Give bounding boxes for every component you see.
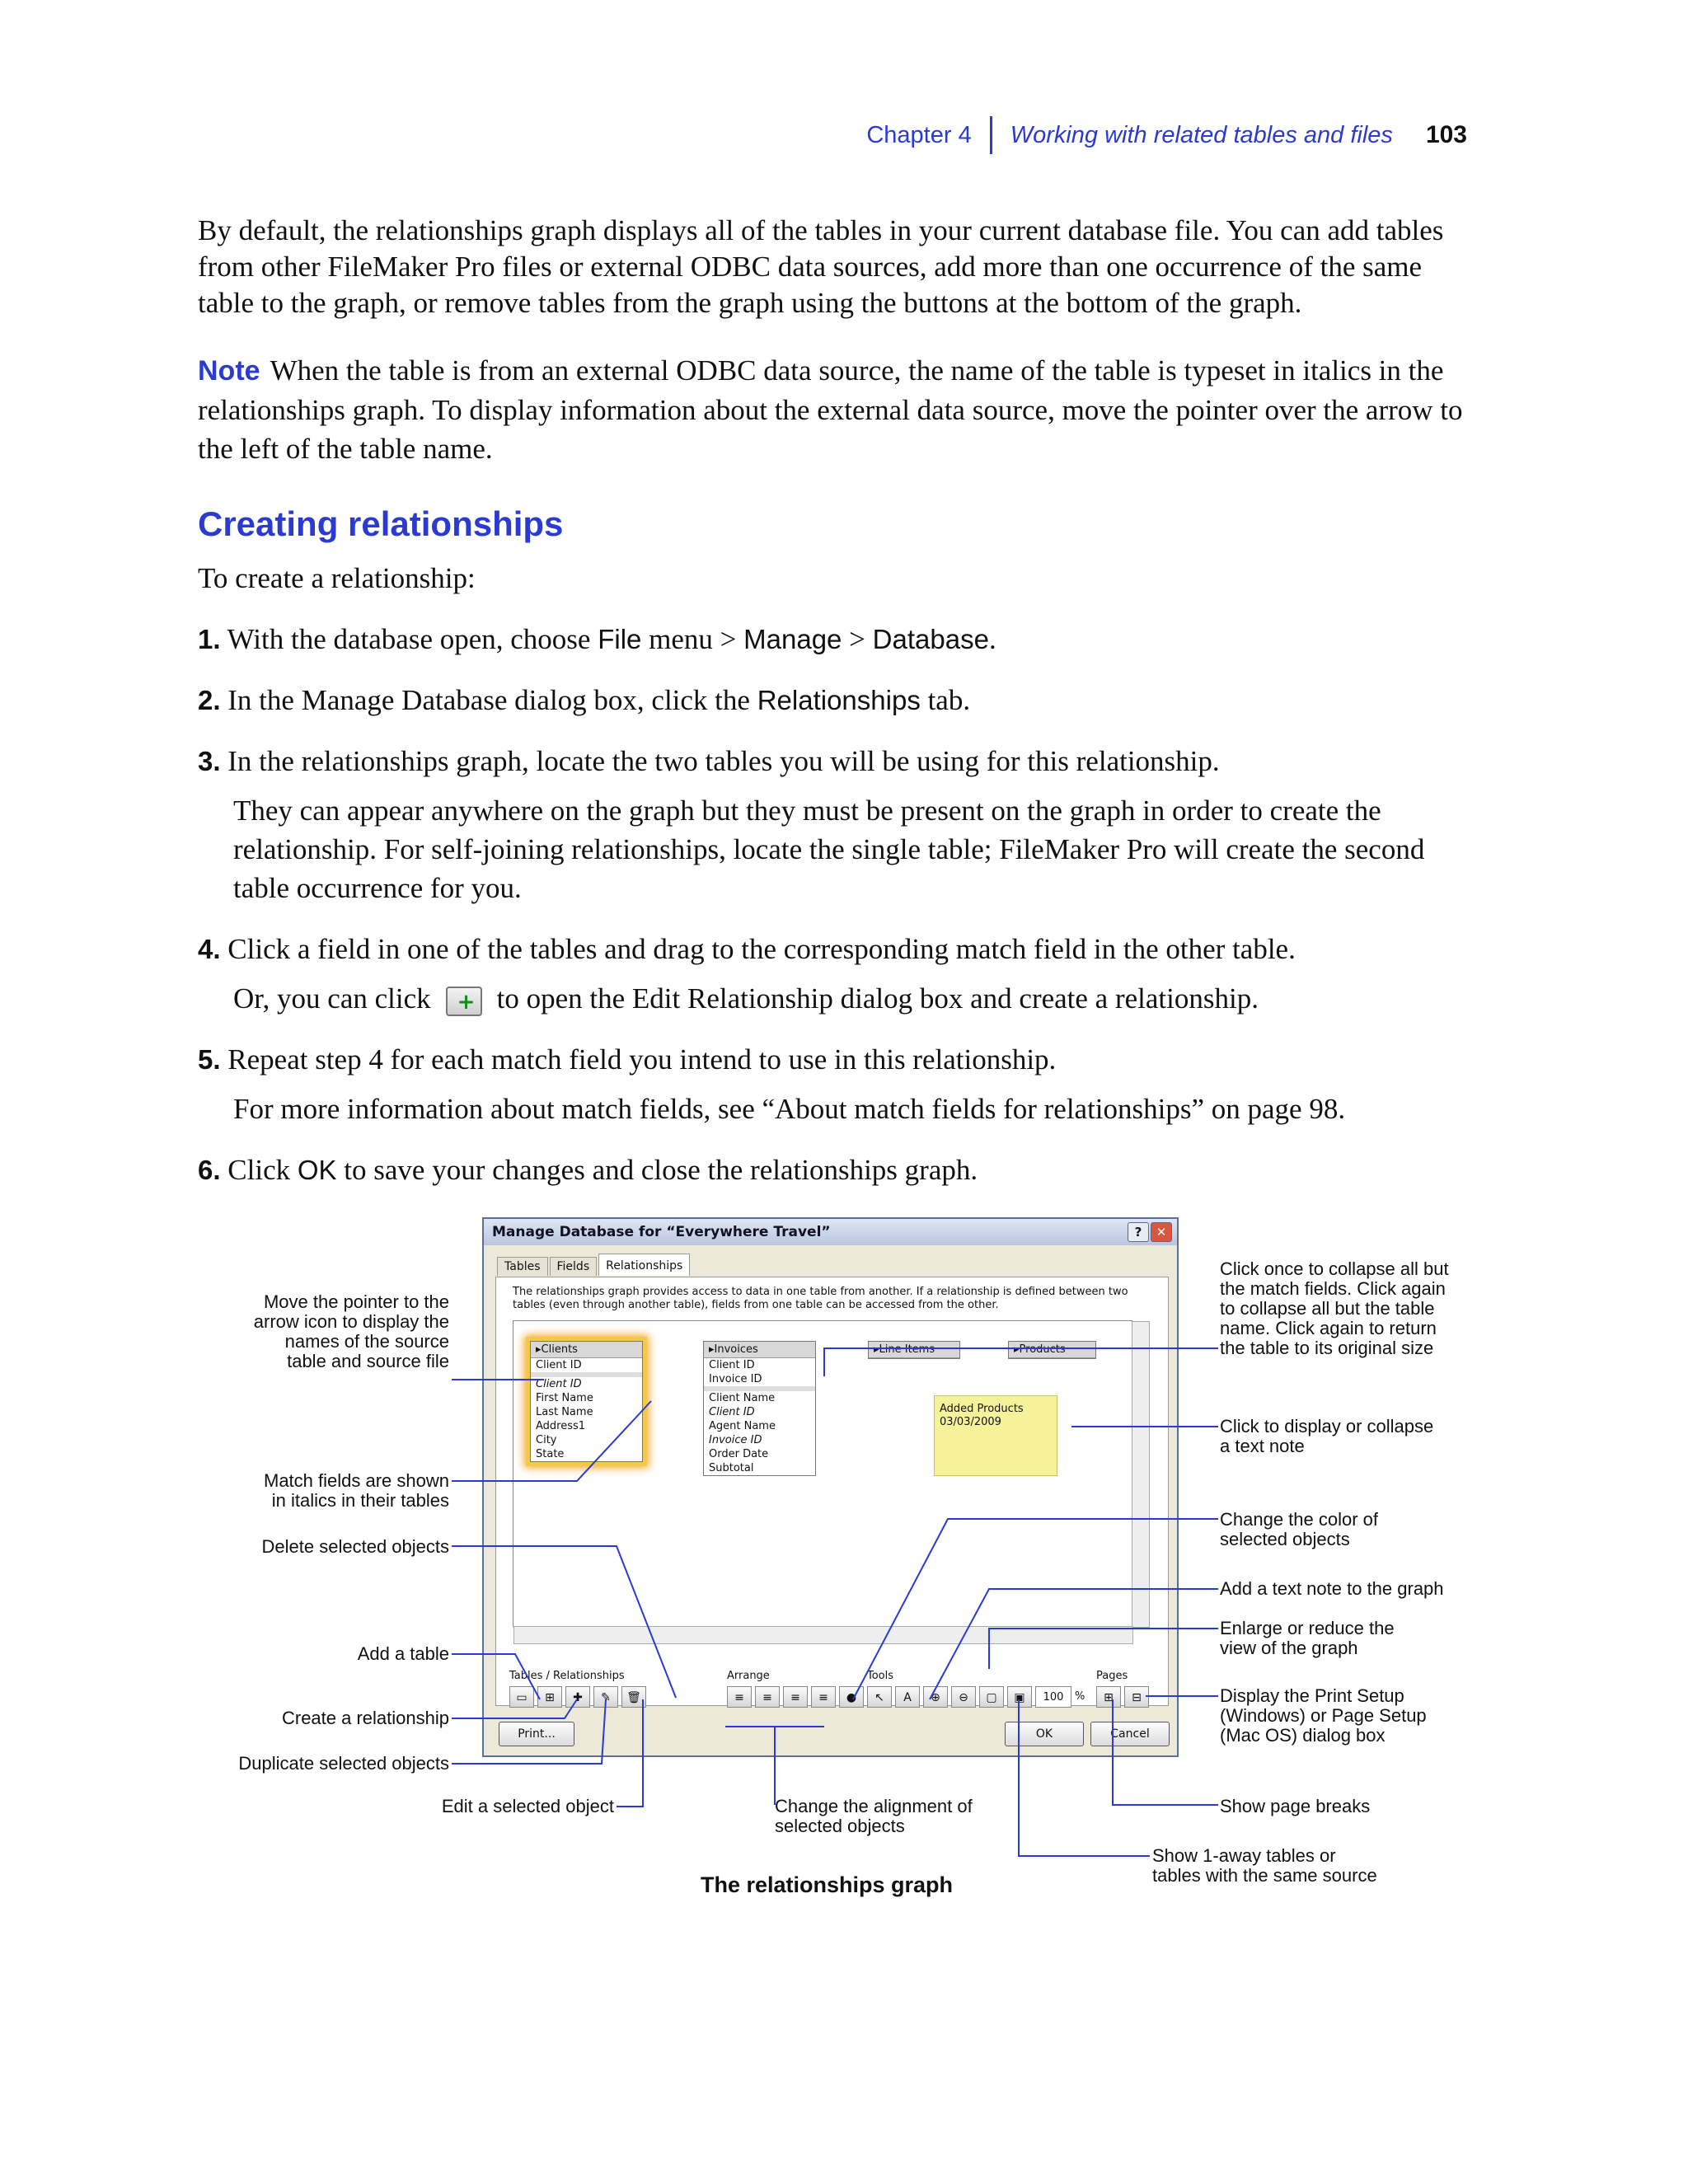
edit-button[interactable]: ✎: [593, 1686, 618, 1708]
step-text: In the relationships graph, locate the two tables you will be using for this relationship.: [227, 745, 1220, 777]
step-text: With the database open, choose: [227, 623, 598, 655]
zoom-out-icon[interactable]: ⊖: [951, 1686, 976, 1708]
table-field[interactable]: Last Name: [531, 1405, 642, 1419]
zoom-field[interactable]: 100: [1035, 1686, 1071, 1708]
add-table-button[interactable]: ▭: [509, 1686, 534, 1708]
step-5-detail: For more information about match fields, see “About match fields for relationships” on page 98.: [233, 1093, 1346, 1125]
table-field[interactable]: First Name: [531, 1391, 642, 1405]
callout-page-breaks: Show page breaks: [1220, 1796, 1371, 1816]
table-field[interactable]: Invoice ID: [704, 1433, 815, 1447]
table-header[interactable]: ▸Invoices: [704, 1342, 815, 1358]
intro-paragraph: By default, the relationships graph displays all of the tables in your current database file. You can add tables from other FileMaker Pro files or external ODBC data sources, add more than one occurrence of the same table to the graph, or remove tables from the graph using the buttons at the bottom of the graph.: [198, 214, 1444, 319]
close-icon[interactable]: ✕: [1151, 1222, 1172, 1242]
group-label-tables: Tables / Relationships: [509, 1670, 625, 1682]
step-number: 1.: [198, 624, 221, 654]
callout-create-relationship: Create a relationship: [281, 1708, 449, 1728]
step-text: In the Manage Database dialog box, click the: [227, 684, 757, 716]
step-number: 3.: [198, 746, 221, 776]
step-text: Repeat step 4 for each match field you intend to use in this relationship.: [227, 1043, 1057, 1076]
callout-print-setup: Display the Print Setup (Windows) or Page Setup (Mac OS) dialog box: [1220, 1685, 1427, 1746]
callout-match-fields: Match fields are shown in italics in their tables: [264, 1470, 449, 1511]
group-label-arrange: Arrange: [727, 1670, 770, 1682]
callout-arrow-icon: Move the pointer to the arrow icon to display the names of the source table and source file: [253, 1291, 449, 1371]
panel-description: The relationships graph provides access to data in one table from another. If a relationship is defined between two tables (even through another table), fields from one table can be accessed from the other.: [513, 1286, 1128, 1311]
color-button[interactable]: ●: [839, 1686, 864, 1708]
tab-tables[interactable]: Tables: [497, 1257, 548, 1276]
table-name: Line Items: [879, 1343, 935, 1356]
one-away-button[interactable]: ▣: [1007, 1686, 1032, 1708]
callout-color: Change the color of selected objects: [1220, 1509, 1379, 1549]
fit-view-button[interactable]: ▢: [979, 1686, 1004, 1708]
callout-collapse: Click once to collapse all but the match fields. Click again to collapse all but the table name. Click again to return the table to its original size: [1220, 1258, 1449, 1358]
table-field[interactable]: Agent Name: [704, 1419, 815, 1433]
table-field[interactable]: Order Date: [704, 1447, 815, 1461]
callout-text-note: Add a text note to the graph: [1220, 1578, 1444, 1599]
zoom-in-icon[interactable]: ⊕: [923, 1686, 948, 1708]
callout-edit: Edit a selected object: [441, 1796, 614, 1816]
to-create-text: To create a relationship:: [198, 562, 476, 594]
table-field[interactable]: City: [531, 1433, 642, 1447]
menu-manage: Manage: [743, 624, 842, 654]
note-text: Added Products: [940, 1403, 1024, 1415]
table-name: Clients: [541, 1343, 578, 1356]
figure-caption: The relationships graph: [701, 1872, 954, 1897]
table-header[interactable]: ▸Products: [1009, 1342, 1095, 1358]
step-number: 5.: [198, 1044, 221, 1075]
callout-enlarge: Enlarge or reduce the view of the graph: [1220, 1618, 1395, 1658]
page-number: 103: [1425, 121, 1467, 148]
callout-duplicate: Duplicate selected objects: [238, 1753, 449, 1774]
note-date: 03/03/2009: [940, 1416, 1001, 1428]
step-text: Click a field in one of the tables and drag to the corresponding match field in the other table.: [227, 933, 1296, 965]
table-field[interactable]: Subtotal: [704, 1461, 815, 1475]
duplicate-button[interactable]: ✚: [565, 1686, 590, 1708]
align-left-button[interactable]: ≡: [727, 1686, 752, 1708]
print-button[interactable]: Print...: [499, 1722, 574, 1746]
step-text: to open the Edit Relationship dialog box and create a relationship.: [496, 982, 1259, 1015]
step-text: tab.: [920, 684, 971, 716]
chapter-label: Chapter 4: [866, 121, 972, 148]
step-number: 4.: [198, 934, 221, 964]
table-field[interactable]: Client Name: [704, 1391, 815, 1405]
table-field[interactable]: Client ID: [531, 1377, 642, 1391]
delete-button[interactable]: 🗑: [621, 1686, 646, 1708]
table-field[interactable]: Address1: [531, 1419, 642, 1433]
text-note-tool[interactable]: A: [895, 1686, 920, 1708]
step-text: Or, you can click: [233, 982, 431, 1015]
help-icon[interactable]: ?: [1128, 1222, 1149, 1242]
match-field[interactable]: Invoice ID: [704, 1372, 815, 1386]
resize-button[interactable]: ≡: [811, 1686, 836, 1708]
align-top-button[interactable]: ≡: [755, 1686, 780, 1708]
step-3-detail: They can appear anywhere on the graph but they must be present on the graph in order to create the relationship. For self-joining relationships, locate the single table; FileMaker Pro will create the second table occurrence for you.: [233, 794, 1425, 904]
table-name: Products: [1019, 1343, 1066, 1356]
create-relationship-button[interactable]: ⊞: [537, 1686, 562, 1708]
callout-alignment: Change the alignment of selected objects: [775, 1796, 973, 1836]
menu-file: File: [598, 624, 642, 654]
tab-relationships[interactable]: Relationships: [598, 1254, 690, 1276]
page-breaks-button[interactable]: ⊞: [1096, 1686, 1121, 1708]
step-number: 2.: [198, 685, 221, 715]
note-text: When the table is from an external ODBC data source, the name of the table is typeset in italics in the relationships graph. To display information about the external data source, move the pointer over the arrow to the left of the table name.: [198, 354, 1463, 465]
section-heading: Creating relationships: [198, 504, 564, 543]
match-field[interactable]: Client ID: [531, 1358, 642, 1372]
chapter-title: Working with related tables and files: [1010, 121, 1393, 148]
ok-ref: OK: [297, 1155, 337, 1185]
dialog-title: Manage Database for “Everywhere Travel”: [492, 1224, 831, 1240]
percent-label: %: [1075, 1690, 1085, 1703]
step-text: >: [842, 623, 873, 655]
group-label-tools: Tools: [867, 1670, 894, 1682]
menu-database: Database: [872, 624, 989, 654]
step-text: .: [988, 623, 996, 655]
note-label: Note: [198, 355, 260, 387]
group-label-pages: Pages: [1096, 1670, 1128, 1682]
step-text: to save your changes and close the relationships graph.: [336, 1154, 978, 1186]
table-field[interactable]: Client ID: [704, 1405, 815, 1419]
callout-note-toggle: Click to display or collapse a text note: [1220, 1416, 1434, 1456]
callout-delete: Delete selected objects: [261, 1536, 449, 1557]
distribute-button[interactable]: ≡: [783, 1686, 808, 1708]
pointer-tool[interactable]: ↖: [867, 1686, 892, 1708]
table-header[interactable]: ▸Line Items: [869, 1342, 959, 1358]
callout-one-away: Show 1-away tables or tables with the same source: [1152, 1845, 1377, 1886]
step-text: Click: [227, 1154, 298, 1186]
relationships-tab-ref: Relationships: [757, 685, 921, 715]
table-field[interactable]: State: [531, 1447, 642, 1461]
tab-fields[interactable]: Fields: [550, 1257, 598, 1276]
cancel-button[interactable]: Cancel: [1090, 1722, 1170, 1746]
ok-button[interactable]: OK: [1005, 1722, 1084, 1746]
page-setup-button[interactable]: ⊟: [1124, 1686, 1149, 1708]
step-number: 6.: [198, 1155, 221, 1185]
match-field[interactable]: Client ID: [704, 1358, 815, 1372]
table-header[interactable]: ▸Clients: [531, 1342, 642, 1358]
callout-add-table: Add a table: [357, 1643, 449, 1664]
table-name: Invoices: [714, 1343, 758, 1356]
step-text: menu >: [641, 623, 744, 655]
